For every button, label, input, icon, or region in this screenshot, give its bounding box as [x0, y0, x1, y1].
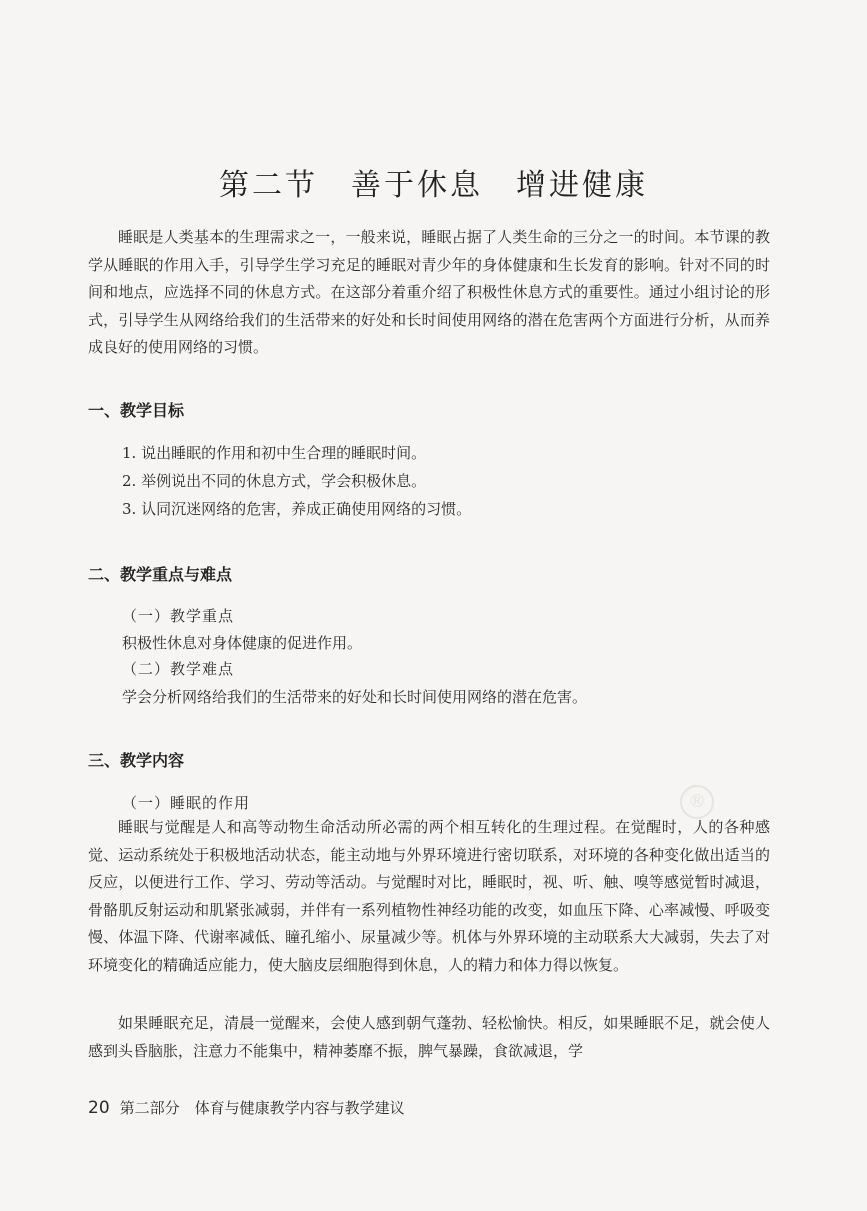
subheading-sleep-function: （一）睡眠的作用	[122, 794, 251, 812]
section-heading-content: 三、教学内容	[88, 751, 185, 770]
difficulty-text: 学会分析网络给我们的生活带来的好处和长时间使用网络的潜在危害。	[122, 688, 588, 706]
key-point-text: 积极性休息对身体健康的促进作用。	[122, 634, 363, 652]
page-number: 20	[88, 1098, 110, 1118]
section-heading-objectives: 一、教学目标	[88, 401, 185, 420]
section-heading-key-points: 二、教学重点与难点	[88, 565, 233, 584]
page-title: 第二节 善于休息 增进健康	[219, 168, 648, 203]
registered-watermark: ®	[680, 785, 714, 819]
content-paragraph: 睡眠与觉醒是人和高等动物生命活动所必需的两个相互转化的生理过程。在觉醒时，人的各种感觉、运动系统处于积极地活动状态，能主动地与外界环境进行密切联系，对环境的各种变化做出适当的反应，以便进行工作、学习、劳动等活动。与觉醒时对比，睡眠时，视、听、触、嗅等感觉暂时减退，骨骼肌反射运动和肌紧张减弱，并伴有一系列植物性神经功能的改变，如血压下降、心率减慢、呼吸变慢、体温下降、代谢率减低、瞳孔缩小、尿量减少等。机体与外界环境的主动联系大大减弱，失去了对环境变化的精确适应能力，使大脑皮层细胞得到休息，人的精力和体力得以恢复。	[88, 818, 770, 974]
content-paragraph: 如果睡眠充足，清晨一觉醒来，会使人感到朝气蓬勃、轻松愉快。相反，如果睡眠不足，就会使人感到头昏脑胀，注意力不能集中，精神萎靡不振，脾气暴躁，食欲减退，学	[88, 1014, 770, 1060]
subheading-key-point: （一）教学重点	[122, 607, 235, 625]
objective-item: 2. 举例说出不同的休息方式，学会积极休息。	[122, 472, 427, 490]
page-footer	[88, 1097, 405, 1118]
footer-text: 第二部分 体育与健康教学内容与教学建议	[119, 1099, 405, 1117]
intro-paragraph: 睡眠是人类基本的生理需求之一，一般来说，睡眠占据了人类生命的三分之一的时间。本节课的教学从睡眠的作用入手，引导学生学习充足的睡眠对青少年的身体健康和生长发育的影响。针对不同的时间和地点，应选择不同的休息方式。在这部分着重介绍了积极性休息方式的重要性。通过小组讨论的形式，引导学生从网络给我们的生活带来的好处和长时间使用网络的潜在危害两个方面进行分析，从而养成良好的使用网络的习惯。	[88, 228, 770, 356]
objective-item: 1. 说出睡眠的作用和初中生合理的睡眠时间。	[122, 444, 427, 462]
objective-item: 3. 认同沉迷网络的危害，养成正确使用网络的习惯。	[122, 500, 472, 518]
subheading-difficulty: （二）教学难点	[122, 660, 235, 678]
